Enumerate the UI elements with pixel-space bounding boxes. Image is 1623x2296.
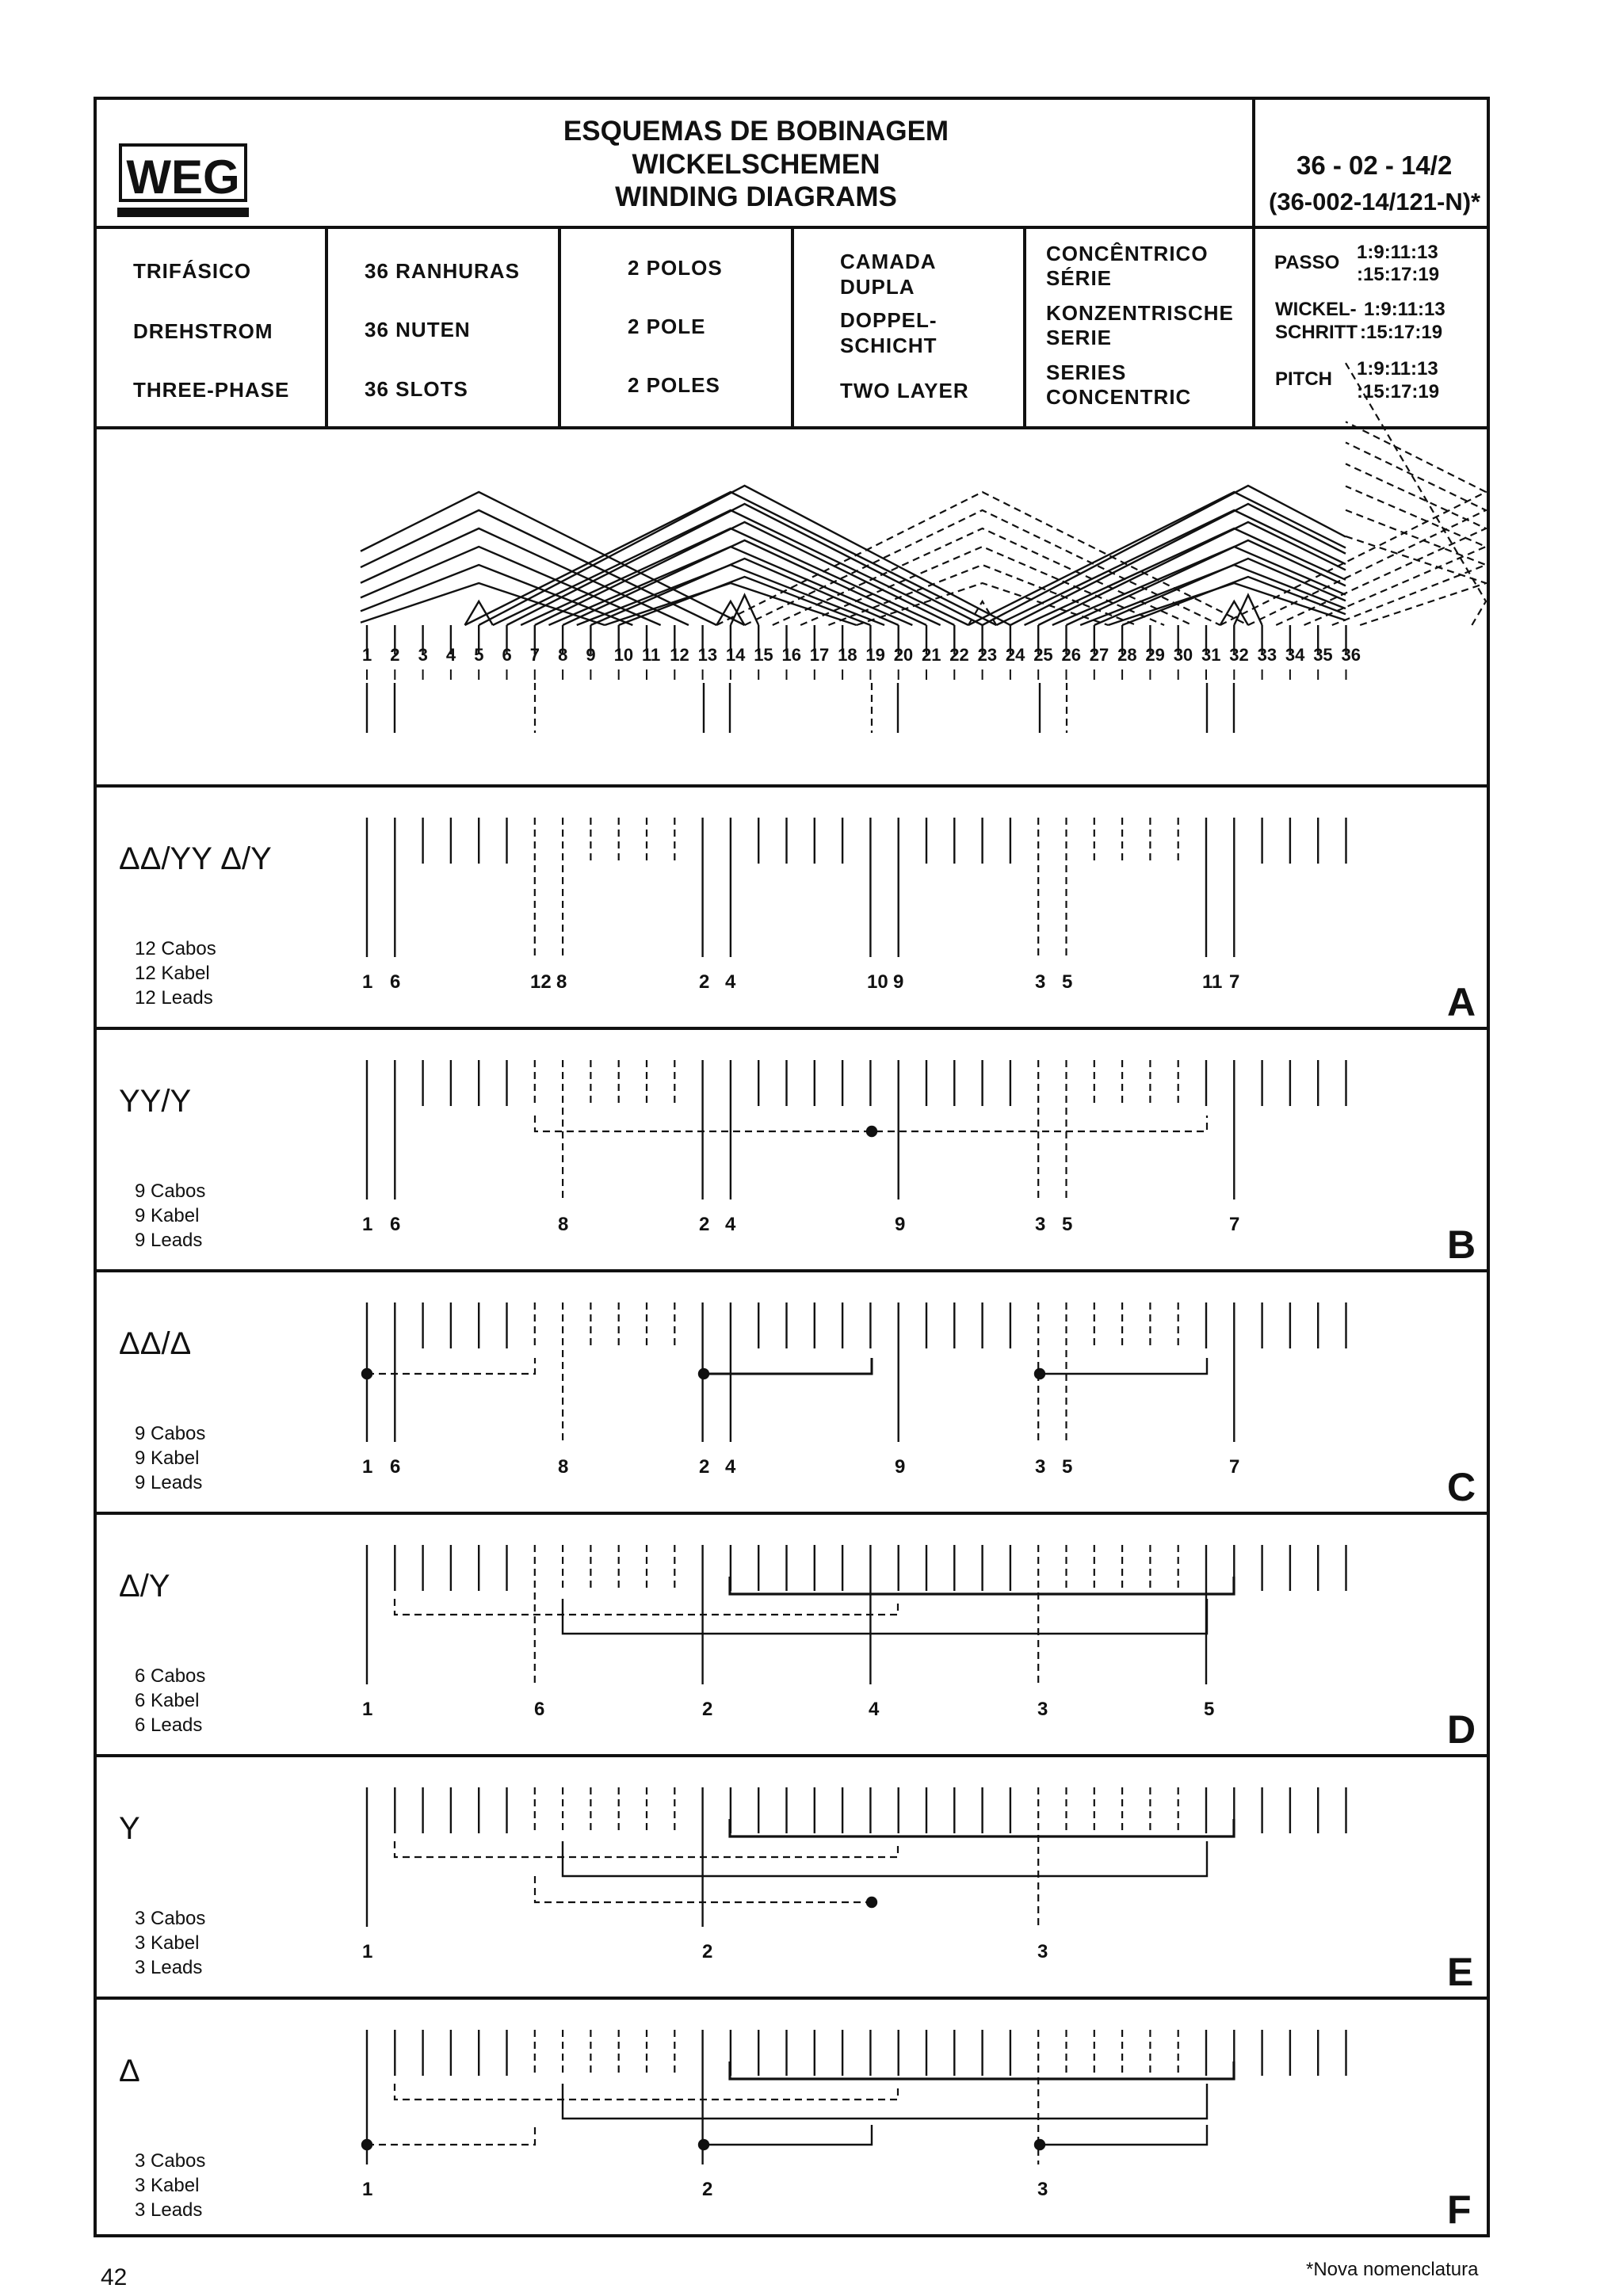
type-en-2: CONCENTRIC xyxy=(1046,385,1192,409)
slot-number: 4 xyxy=(445,645,456,665)
diagram-code: 36 - 02 - 14/2 xyxy=(1296,151,1453,180)
lead-label: 5 xyxy=(1204,1699,1215,1720)
slot-number: 3 xyxy=(418,645,428,665)
lead-label: 8 xyxy=(556,971,567,993)
title-line-2: WICKELSCHEMEN xyxy=(632,149,880,180)
delta-bus xyxy=(704,1358,872,1374)
title-line-3: WINDING DIAGRAMS xyxy=(615,181,897,212)
footnote: *Nova nomenclatura xyxy=(1306,2259,1479,2280)
panel-letter: F xyxy=(1447,2187,1472,2232)
lead-count: 9 Cabos xyxy=(135,1423,206,1444)
lead-label: 2 xyxy=(702,2179,713,2200)
lead-count: 9 Leads xyxy=(135,1230,203,1251)
lead-label: 5 xyxy=(1062,1214,1073,1235)
slot-number: 26 xyxy=(1061,645,1081,665)
lead-label: 2 xyxy=(702,1699,713,1720)
lead-count: 3 Kabel xyxy=(135,1932,200,1954)
lead-label: 4 xyxy=(869,1699,880,1720)
lead-label: 4 xyxy=(725,1214,736,1235)
type-de-2: SERIE xyxy=(1046,326,1113,349)
lead-label: 12 xyxy=(530,971,552,993)
lead-label: 4 xyxy=(725,971,736,993)
slot-number: 16 xyxy=(781,645,801,665)
lead-count: 3 Leads xyxy=(135,2199,203,2221)
lead-count: 6 Leads xyxy=(135,1714,203,1736)
lead-label: 5 xyxy=(1062,1456,1073,1478)
lead-count: 9 Leads xyxy=(135,1472,203,1493)
junction-dot xyxy=(699,1369,708,1379)
lead-label: 6 xyxy=(534,1699,545,1720)
lead-label: 7 xyxy=(1229,971,1240,993)
lead-label: 2 xyxy=(699,1456,710,1478)
lead-label: 2 xyxy=(699,971,710,993)
weg-logo xyxy=(117,145,249,217)
layer-de-2: SCHICHT xyxy=(840,334,938,357)
star-point xyxy=(867,1127,876,1136)
lead-count: 9 Kabel xyxy=(135,1205,200,1226)
layer-de-1: DOPPEL- xyxy=(840,308,938,332)
delta-bus xyxy=(367,1358,535,1374)
lead-label: 3 xyxy=(1037,1699,1048,1720)
panel-letter: C xyxy=(1447,1465,1476,1509)
lead-label: 5 xyxy=(1062,971,1073,993)
lead-count: 3 Cabos xyxy=(135,1908,206,1929)
junction-dot xyxy=(1035,2140,1044,2149)
slot-number: 1 xyxy=(362,645,372,665)
poles-de: 2 POLE xyxy=(628,315,706,338)
slot-number: 11 xyxy=(642,645,661,665)
lead-label: 3 xyxy=(1035,1456,1046,1478)
lead-count: 3 Kabel xyxy=(135,2175,200,2196)
coil-side xyxy=(361,492,745,625)
delta-bus xyxy=(1040,2125,1207,2145)
slot-number: 19 xyxy=(865,645,885,665)
lead-count: 12 Kabel xyxy=(135,963,210,984)
slots-en: 36 SLOTS xyxy=(365,377,468,401)
lead-label: 3 xyxy=(1035,971,1046,993)
poles-en: 2 POLES xyxy=(628,373,720,397)
type-pt-1: CONCÊNTRICO xyxy=(1046,242,1209,265)
type-de-1: KONZENTRISCHE xyxy=(1046,301,1234,325)
star-point xyxy=(867,1897,876,1907)
bus-dashed xyxy=(395,1599,898,1615)
passo-1: 1:9:11:13 xyxy=(1357,242,1438,263)
slot-number: 33 xyxy=(1257,645,1277,665)
slot-number: 18 xyxy=(838,645,857,665)
wickel-2: :15:17:19 xyxy=(1360,322,1443,343)
lead-label: 1 xyxy=(362,971,373,993)
lead-label: 1 xyxy=(362,1699,373,1720)
layer-pt-1: CAMADA xyxy=(840,250,937,273)
connection-symbol: ΔΔ/Δ xyxy=(119,1326,192,1361)
lead-count: 12 Cabos xyxy=(135,938,216,959)
title-line-1: ESQUEMAS DE BOBINAGEM xyxy=(563,116,949,147)
delta-bus xyxy=(367,2125,535,2145)
lead-count: 6 Cabos xyxy=(135,1665,206,1687)
lead-label: 4 xyxy=(725,1456,736,1478)
panel-letter: E xyxy=(1447,1950,1474,1994)
delta-bus xyxy=(1040,1358,1207,1374)
lead-count: 9 Kabel xyxy=(135,1447,200,1469)
pitch-label: PITCH xyxy=(1275,368,1332,390)
lead-count: 3 Cabos xyxy=(135,2150,206,2172)
junction-dot xyxy=(362,1369,372,1379)
lead-label: 8 xyxy=(558,1214,569,1235)
bus-solid xyxy=(563,1841,1207,1876)
connection-symbol: Δ/Y xyxy=(119,1569,170,1604)
wickel-1: 1:9:11:13 xyxy=(1364,299,1445,320)
coil-side xyxy=(1304,486,1486,625)
lead-label: 11 xyxy=(1202,971,1223,993)
logo-bar xyxy=(117,208,249,217)
lead-label: 3 xyxy=(1037,2179,1048,2200)
lead-label: 7 xyxy=(1229,1456,1240,1478)
lead-label: 8 xyxy=(558,1456,569,1478)
bus-solid xyxy=(563,1599,1207,1634)
slot-number: 27 xyxy=(1089,645,1109,665)
lead-label: 6 xyxy=(390,1214,401,1235)
pitch-1: 1:9:11:13 xyxy=(1357,358,1438,379)
junction-dot xyxy=(699,2140,708,2149)
phase-pt: TRIFÁSICO xyxy=(133,259,252,283)
layer-en: TWO LAYER xyxy=(840,379,969,402)
lead-label: 1 xyxy=(362,1456,373,1478)
lead-label: 2 xyxy=(699,1214,710,1235)
slots-pt: 36 RANHURAS xyxy=(365,259,520,283)
coil-side xyxy=(1332,510,1486,625)
slot-number: 25 xyxy=(1033,645,1053,665)
slot-number: 13 xyxy=(697,645,718,665)
connection-symbol: YY/Y xyxy=(119,1084,192,1119)
slot-number: 28 xyxy=(1117,645,1137,665)
slot-number: 5 xyxy=(474,645,484,665)
connection-symbol: Y xyxy=(119,1811,140,1846)
poles-pt: 2 POLOS xyxy=(628,256,723,280)
slot-number: 10 xyxy=(613,645,634,665)
slot-number: 36 xyxy=(1341,645,1361,665)
lead-count: 6 Kabel xyxy=(135,1690,200,1711)
lead-label: 1 xyxy=(362,1214,373,1235)
slot-number: 32 xyxy=(1229,645,1249,665)
slot-number: 22 xyxy=(949,645,969,665)
type-en-1: SERIES xyxy=(1046,360,1127,384)
phase-de: DREHSTROM xyxy=(133,319,273,343)
slot-number: 9 xyxy=(586,645,596,665)
logo-text: WEG xyxy=(126,151,240,204)
slot-number: 31 xyxy=(1201,645,1221,665)
slot-number: 15 xyxy=(754,645,773,665)
slot-number: 12 xyxy=(670,645,689,665)
lead-label: 6 xyxy=(390,971,401,993)
slot-number: 23 xyxy=(977,645,998,665)
page-number: 42 xyxy=(101,2264,128,2290)
slot-number: 8 xyxy=(558,645,568,665)
panel-letter: B xyxy=(1447,1222,1476,1267)
phase-en: THREE-PHASE xyxy=(133,378,290,402)
passo-label: PASSO xyxy=(1274,252,1340,273)
lead-label: 9 xyxy=(893,971,904,993)
bus-solid xyxy=(563,2084,1207,2119)
wickel-label-2: SCHRITT xyxy=(1275,322,1358,343)
pitch-2: :15:17:19 xyxy=(1357,381,1440,402)
junction-dot xyxy=(1035,1369,1044,1379)
slot-number: 7 xyxy=(529,645,540,665)
layer-pt-2: DUPLA xyxy=(840,275,915,299)
wickel-label-1: WICKEL- xyxy=(1275,299,1357,320)
junction-dot xyxy=(362,2140,372,2149)
coil-side xyxy=(479,486,1010,625)
slot-number: 34 xyxy=(1285,645,1305,665)
slot-number: 21 xyxy=(922,645,941,665)
type-pt-2: SÉRIE xyxy=(1046,266,1113,290)
lead-label: 1 xyxy=(362,1941,373,1962)
slot-number: 17 xyxy=(809,645,830,665)
lead-count: 12 Leads xyxy=(135,987,213,1009)
passo-2: :15:17:19 xyxy=(1357,264,1440,285)
slots-de: 36 NUTEN xyxy=(365,318,471,341)
slot-number: 29 xyxy=(1145,645,1165,665)
lead-label: 9 xyxy=(895,1456,906,1478)
lead-label: 3 xyxy=(1037,1941,1048,1962)
lead-label: 1 xyxy=(362,2179,373,2200)
slot-number: 2 xyxy=(390,645,400,665)
slot-number: 6 xyxy=(502,645,512,665)
bus-dashed xyxy=(395,1841,898,1857)
diagram-code-new: (36-002-14/121-N)* xyxy=(1269,188,1481,215)
lead-label: 7 xyxy=(1229,1214,1240,1235)
connection-symbol: ΔΔ/YY Δ/Y xyxy=(119,841,272,876)
lead-label: 2 xyxy=(702,1941,713,1962)
slot-number: 14 xyxy=(725,645,746,665)
slot-number: 20 xyxy=(893,645,914,665)
slot-number: 30 xyxy=(1173,645,1193,665)
coil-side xyxy=(1038,522,1346,625)
bus-dashed xyxy=(395,2084,898,2100)
lead-label: 6 xyxy=(390,1456,401,1478)
delta-bus xyxy=(704,2125,872,2145)
connection-symbol: Δ xyxy=(119,2054,140,2088)
slot-number: 35 xyxy=(1313,645,1333,665)
lead-count: 9 Cabos xyxy=(135,1180,206,1202)
panel-letter: A xyxy=(1447,980,1476,1024)
lead-count: 3 Leads xyxy=(135,1957,203,1978)
lead-label: 9 xyxy=(895,1214,906,1235)
panel-letter: D xyxy=(1447,1707,1476,1752)
slot-number: 24 xyxy=(1005,645,1025,665)
lead-label: 3 xyxy=(1035,1214,1046,1235)
lead-label: 10 xyxy=(867,971,888,993)
